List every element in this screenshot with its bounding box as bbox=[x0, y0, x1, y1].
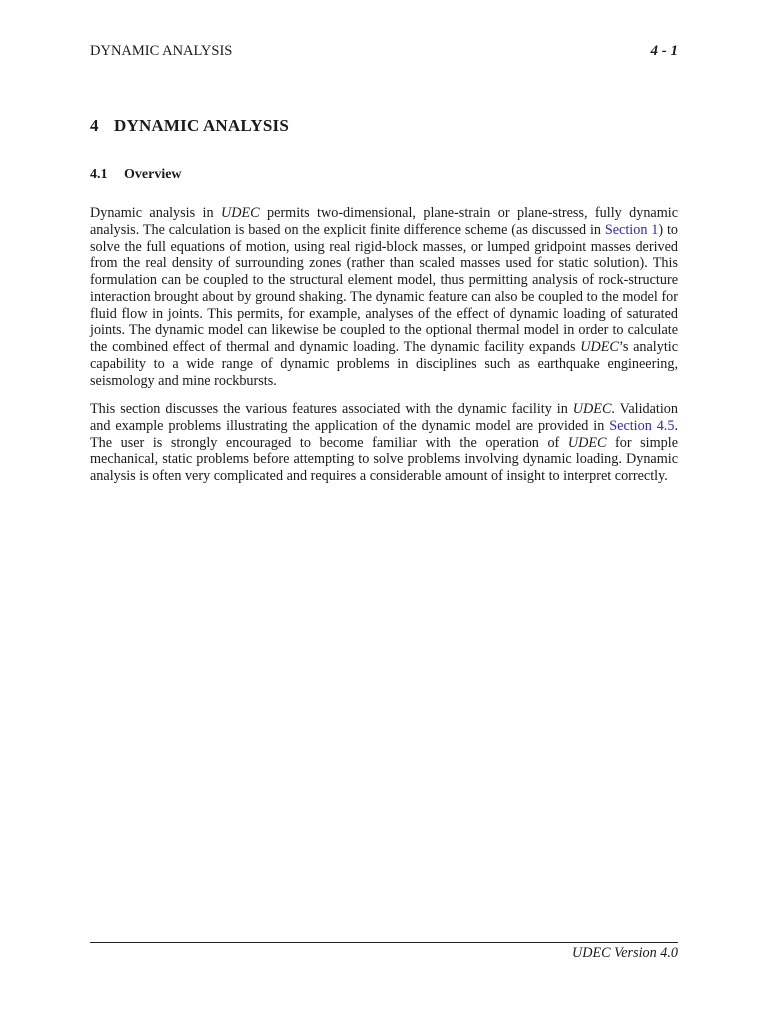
udec-term: UDEC bbox=[572, 401, 612, 417]
section-1-link[interactable]: Section 1 bbox=[604, 221, 659, 238]
section-heading bbox=[90, 167, 182, 183]
chapter-number: 4 bbox=[90, 116, 99, 135]
udec-term: UDEC bbox=[567, 434, 607, 451]
udec-term: UDEC bbox=[221, 205, 260, 221]
section-title: Overview bbox=[124, 167, 182, 182]
chapter-title: DYNAMIC ANALYSIS bbox=[114, 116, 289, 135]
running-header-title: DYNAMIC ANALYSIS bbox=[90, 43, 233, 59]
footer-version: UDEC Version 4.0 bbox=[571, 945, 678, 961]
running-header bbox=[90, 43, 678, 63]
footer-rule bbox=[90, 942, 678, 943]
chapter-heading bbox=[90, 116, 289, 136]
udec-term: UDEC bbox=[580, 339, 619, 355]
overview-paragraph-1: Dynamic analysis in UDEC permits two-dimensional, plane-strain or plane-stress, fully dynamic analysis. The calculation is based on the explicit finite difference scheme (as discussed in Section 1) to solve the full equations of motion, using real rigid-block masses, or lumped gridpoint masses derived from the real density of surrounding zones (rather than scaled masses used for static solution). This formulation can be coupled to the structural element model, thus permitting analysis of rock-structure interaction brought about by ground shaking. The dynamic feature can also be coupled to the model for fluid flow in joints. This permits, for example, analyses of the effect of dynamic loading of saturated joints. The dynamic model can likewise be coupled to the optional thermal model in order to calculate the combined effect of thermal and dynamic loading. The dynamic facility expands UDEC’s analytic capability to a wide range of dynamic problems in disciplines such as earthquake engineering, seismology and mine rockbursts. bbox=[90, 205, 678, 389]
overview-paragraph-2: This section discusses the various features associated with the dynamic facility in UDEC. Validation and example problems illustrating the application of the dynamic model are provided in Section 4.5. The user is strongly encouraged to become familiar with the operation of UDEC for simple mechanical, static problems before attempting to solve problems involving dynamic loading. Dynamic analysis is often very complicated and requires a considerable amount of insight to interpret correctly. bbox=[90, 401, 678, 484]
page-number: 4 - 1 bbox=[650, 43, 678, 59]
section-4-5-link[interactable]: Section 4.5 bbox=[609, 417, 675, 434]
section-number: 4.1 bbox=[90, 167, 108, 182]
